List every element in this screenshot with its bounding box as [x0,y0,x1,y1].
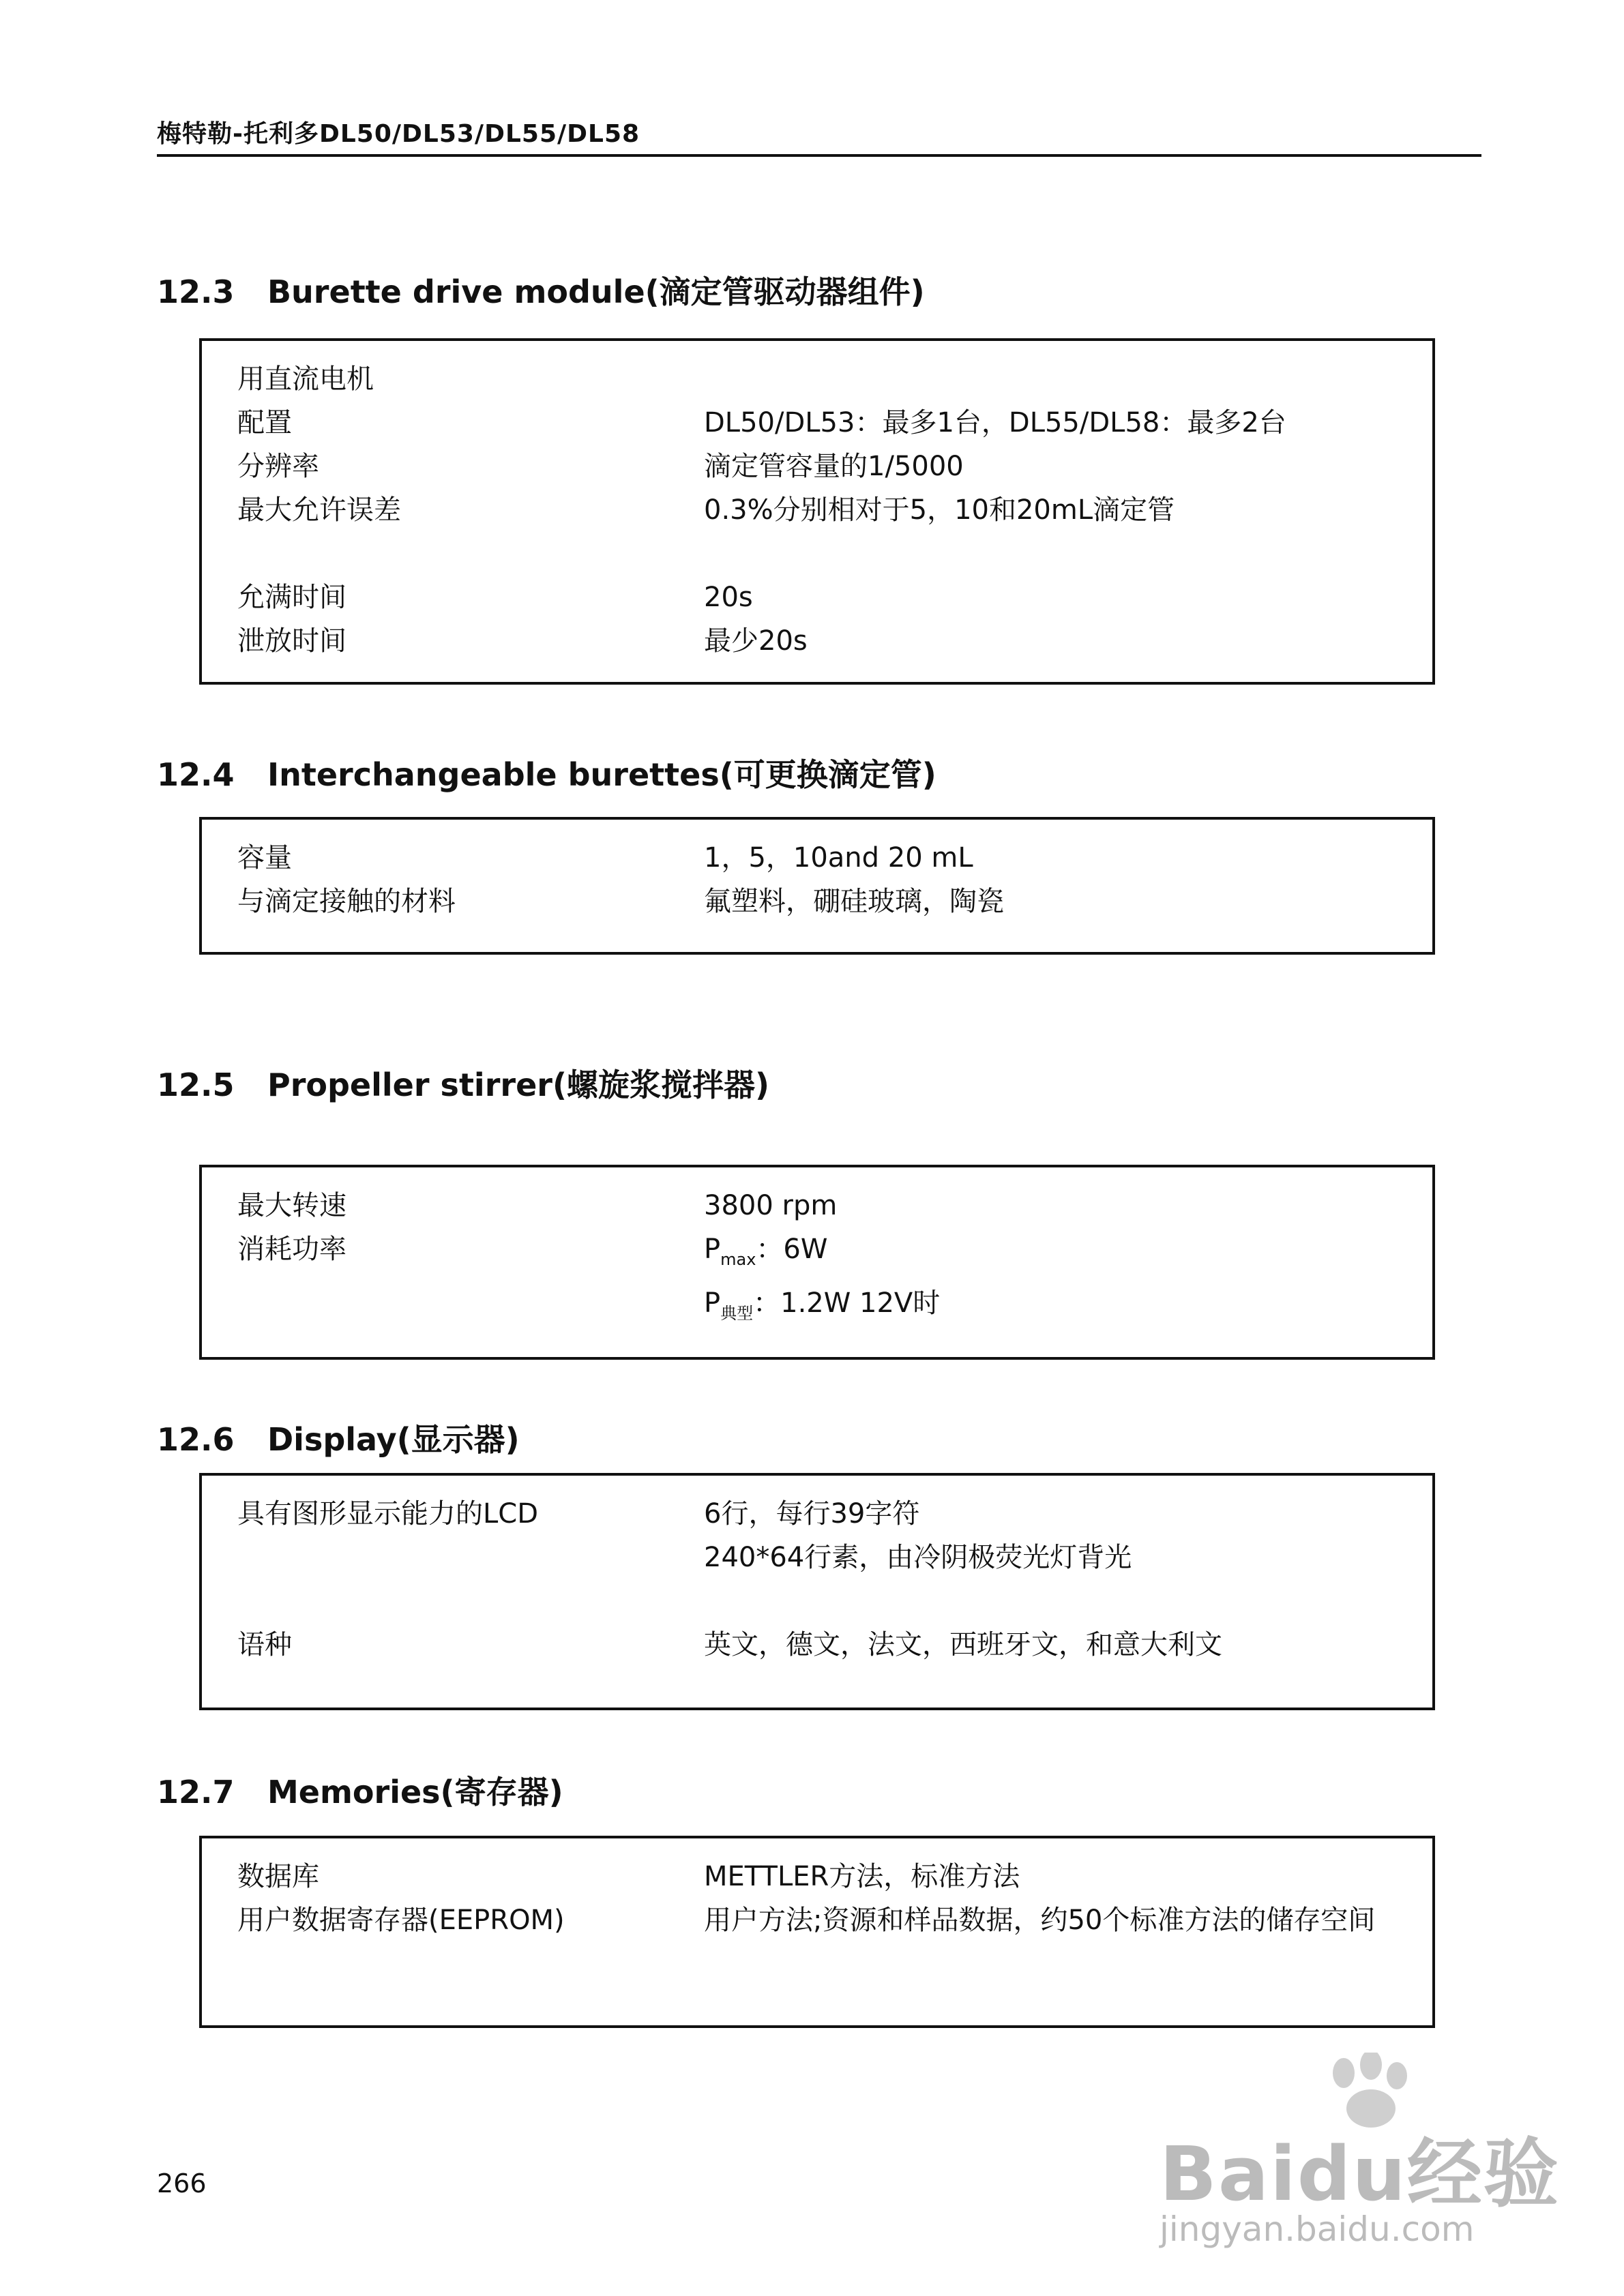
spec-row [237,1281,1432,1335]
section-number: 12.3 [157,273,235,310]
section-number: 12.7 [157,1774,235,1810]
spec-row [237,1492,1432,1536]
section-heading: Burette drive module(滴定管驱动器组件) [267,273,925,310]
row-gap [237,1579,1432,1623]
spec-row [237,357,1432,401]
power-symbol: P [704,1234,721,1265]
spec-value: 滴定管容量的1/5000 [704,451,964,482]
spec-value: 20s [704,582,753,613]
spec-label [237,1536,704,1579]
spec-box-display [199,1473,1435,1710]
section-heading: Memories(寄存器) [267,1774,563,1810]
spec-row [237,619,1432,663]
spec-value [704,1281,1432,1335]
spec-value: 6行，每行39字符 [704,1498,920,1530]
spec-value: 用户方法;资源和样品数据，约50个标准方法的储存空间 [704,1905,1376,1936]
spec-label: 配置 [237,407,292,438]
power-symbol: P [704,1287,721,1319]
section-title-12-3 [157,267,925,312]
spec-value: 英文，德文，法文，西班牙文，和意大利文 [704,1629,1222,1660]
section-number: 12.4 [157,756,235,793]
spec-row [237,880,1432,923]
power-value: ：6W [756,1234,828,1265]
spec-value: 最少20s [704,625,808,657]
spec-box-memories [199,1836,1435,2028]
spec-value: 240*64行素，由冷阴极荧光灯背光 [704,1542,1132,1573]
spec-row [237,445,1432,488]
spec-row [237,1536,1432,1579]
spec-value: DL50/DL53：最多1台，DL55/DL58：最多2台 [704,407,1286,438]
spec-box-burettes [199,817,1435,955]
spec-label: 分辨率 [237,451,319,482]
section-number: 12.6 [157,1421,235,1458]
baidu-watermark [1160,2053,1560,2257]
spec-row [237,401,1432,445]
spec-label: 消耗功率 [237,1234,346,1265]
power-subscript: 典型 [720,1304,754,1323]
section-title-12-7 [157,1768,563,1813]
spec-label: 具有图形显示能力的LCD [237,1498,539,1530]
section-heading: Display(显示器) [267,1421,520,1458]
running-header: 梅特勒-托利多DL50/DL53/DL55/DL58 [157,120,640,148]
spec-label [237,1281,704,1335]
page-number: 266 [157,2168,207,2198]
spec-label: 语种 [237,1629,292,1660]
section-title-12-6 [157,1415,520,1460]
spec-row [237,1227,1432,1281]
spec-row [237,1898,1432,1942]
spec-label: 与滴定接触的材料 [237,886,456,917]
header-rule [157,154,1481,157]
spec-label: 泄放时间 [237,625,346,657]
spec-row [237,488,1432,532]
section-number: 12.5 [157,1067,235,1103]
spec-value: 3800 rpm [704,1190,838,1221]
section-title-12-5 [157,1060,769,1105]
section-heading: Propeller stirrer(螺旋浆搅拌器) [267,1067,769,1103]
spec-label: 数据库 [237,1861,319,1892]
spec-label: 用户数据寄存器(EEPROM) [237,1905,565,1936]
watermark-url: jingyan.baidu.com [1160,2209,1475,2249]
spec-label: 最大转速 [237,1190,346,1221]
power-subscript: max [720,1250,756,1269]
spec-row [237,1623,1432,1667]
spec-value: 0.3%分别相对于5，10和20mL滴定管 [704,494,1175,526]
row-gap [237,532,1432,576]
spec-row [237,1184,1432,1227]
power-value: ：1.2W 12V时 [753,1287,941,1319]
spec-row [237,836,1432,880]
spec-row [237,576,1432,619]
spec-box-stirrer [199,1165,1435,1360]
spec-value: 1，5，10and 20 mL [704,842,973,874]
section-title-12-4 [157,750,936,795]
spec-value: METTLER方法，标准方法 [704,1861,1020,1892]
spec-value: 氟塑料，硼硅玻璃，陶瓷 [704,886,1004,917]
watermark-brand: Baidu经验 [1160,2130,1560,2218]
spec-box-burette-drive [199,338,1435,685]
spec-label: 允满时间 [237,582,346,613]
spec-label: 容量 [237,842,292,874]
spec-value [704,357,1432,401]
spec-label: 用直流电机 [237,363,374,395]
section-heading: Interchangeable burettes(可更换滴定管) [267,756,936,793]
spec-row [237,1855,1432,1898]
spec-value [704,1227,1432,1281]
spec-label: 最大允许误差 [237,494,401,526]
